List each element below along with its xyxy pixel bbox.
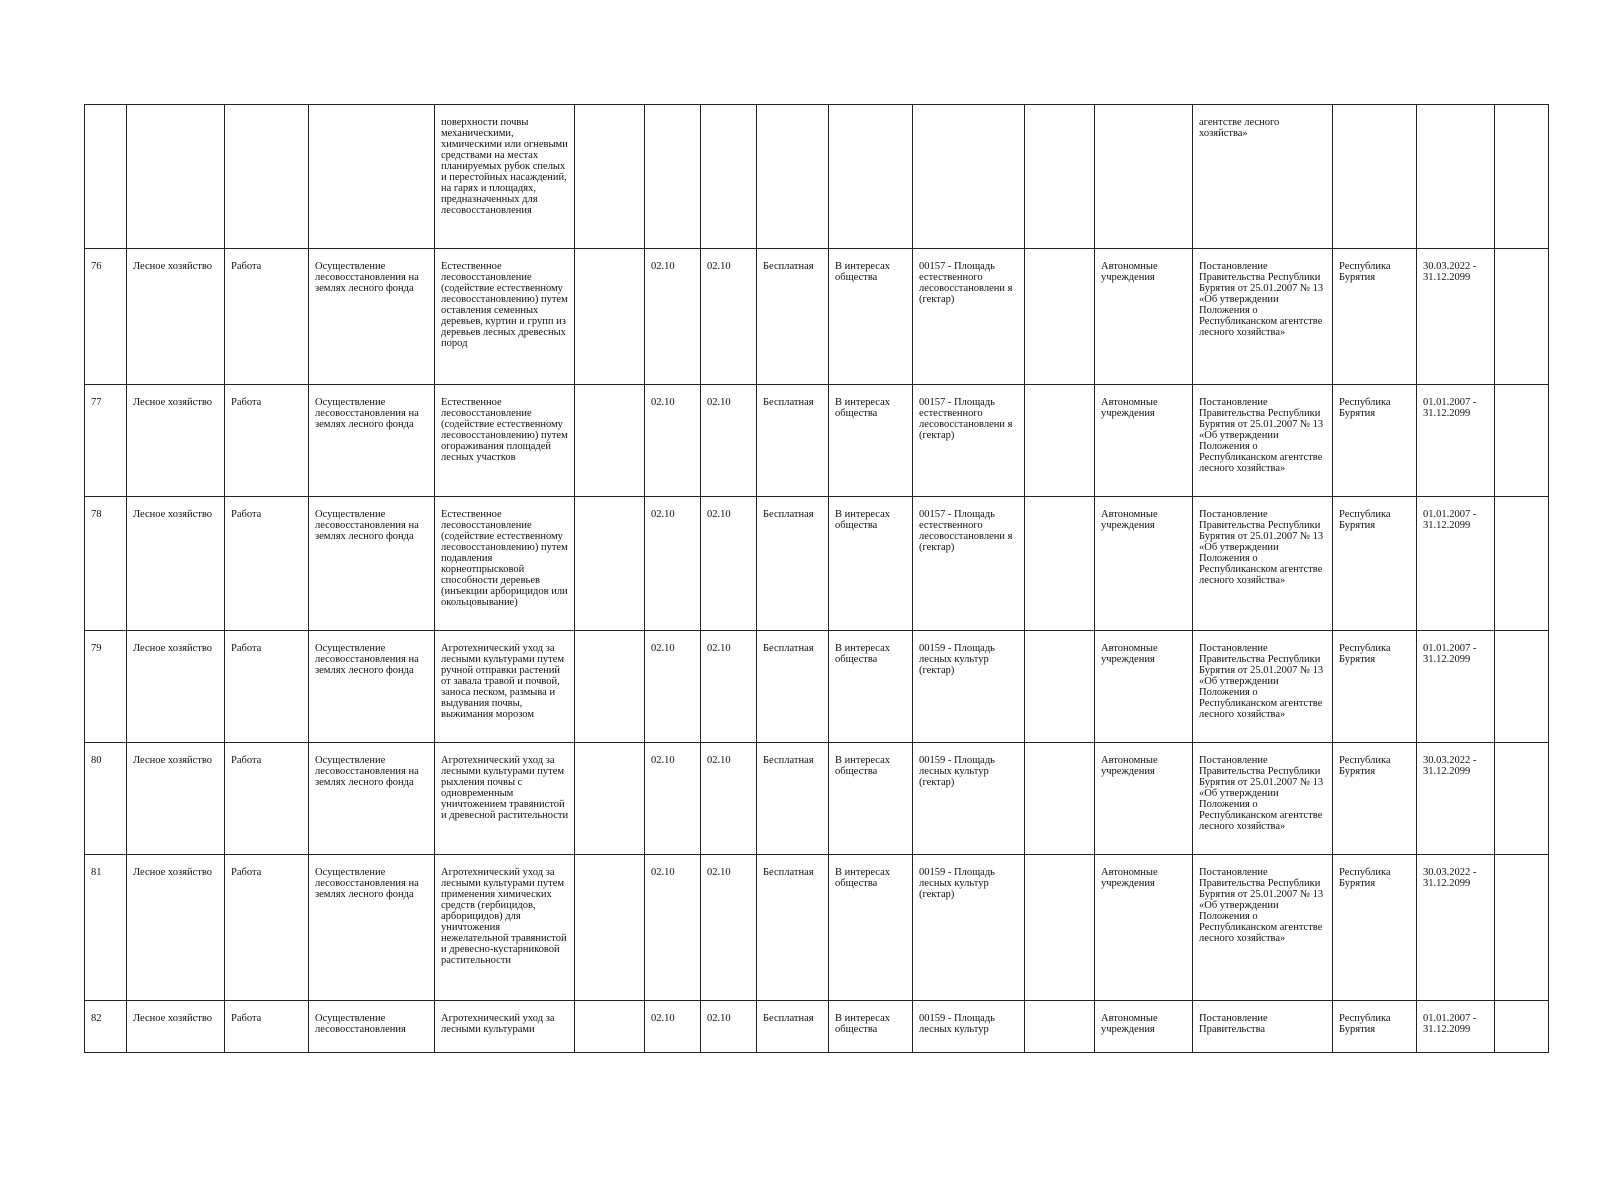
empty-cell bbox=[1495, 385, 1549, 497]
empty-cell bbox=[575, 855, 645, 1001]
table-row bbox=[85, 631, 1549, 743]
type-cell: Работа bbox=[225, 385, 309, 497]
indicator-cell: 00159 - Площадь лесных культур (гектар) bbox=[913, 631, 1025, 743]
empty-cell bbox=[1025, 249, 1095, 385]
interest-cell: В интересах общества bbox=[829, 743, 913, 855]
sector-cell: Лесное хозяйство bbox=[127, 1001, 225, 1053]
work-cell: Естественное лесовосстановление (содействие естественному лесовосстановлению) путем оставления семенных деревьев, куртин и групп из деревьев лесных древесных пород bbox=[435, 249, 575, 385]
empty-cell bbox=[1025, 631, 1095, 743]
interest-cell: В интересах общества bbox=[829, 855, 913, 1001]
region-cell: Республика Бурятия bbox=[1333, 497, 1417, 631]
work-cell: Агротехнический уход за лесными культурами bbox=[435, 1001, 575, 1053]
code1-cell: 02.10 bbox=[645, 497, 701, 631]
institution-cell: Автономные учреждения bbox=[1095, 631, 1193, 743]
region-cell: Республика Бурятия bbox=[1333, 855, 1417, 1001]
empty-cell bbox=[575, 385, 645, 497]
region-cell: Республика Бурятия bbox=[1333, 249, 1417, 385]
num-cell: 81 bbox=[85, 855, 127, 1001]
interest-cell: В интересах общества bbox=[829, 631, 913, 743]
activity-cell: Осуществление лесовосстановления на землях лесного фонда bbox=[309, 385, 435, 497]
code2-cell: 02.10 bbox=[701, 385, 757, 497]
work-cell: Агротехнический уход за лесными культурами путем применения химических средств (гербицидов, арборицидов) для уничтожения нежелательной травянистой и древесно-кустарниковой растительности bbox=[435, 855, 575, 1001]
empty-cell bbox=[1495, 631, 1549, 743]
type-cell: Работа bbox=[225, 249, 309, 385]
activity-cell: Осуществление лесовосстановления bbox=[309, 1001, 435, 1053]
institution-cell: Автономные учреждения bbox=[1095, 385, 1193, 497]
institution-cell: Автономные учреждения bbox=[1095, 249, 1193, 385]
code1-cell: 02.10 bbox=[645, 743, 701, 855]
empty-cell bbox=[575, 249, 645, 385]
legal-cell: Постановление Правительства Республики Бурятия от 25.01.2007 № 13 «Об утверждении Положения о Республиканском агентстве лесного хозяйства» bbox=[1193, 385, 1333, 497]
code1-cell: 02.10 bbox=[645, 1001, 701, 1053]
interest-cell: В интересах общества bbox=[829, 1001, 913, 1053]
empty-cell bbox=[1495, 497, 1549, 631]
code2-cell: 02.10 bbox=[701, 855, 757, 1001]
table-row bbox=[85, 249, 1549, 385]
sector-cell: Лесное хозяйство bbox=[127, 631, 225, 743]
empty-cell bbox=[1495, 855, 1549, 1001]
region-cell: Республика Бурятия bbox=[1333, 631, 1417, 743]
code1-cell: 02.10 bbox=[645, 631, 701, 743]
num-cell: 78 bbox=[85, 497, 127, 631]
activity-cell: Осуществление лесовосстановления на землях лесного фонда bbox=[309, 743, 435, 855]
empty-cell bbox=[1025, 743, 1095, 855]
type-cell: Работа bbox=[225, 1001, 309, 1053]
table-row bbox=[85, 497, 1549, 631]
code2-cell: 02.10 bbox=[701, 497, 757, 631]
work-cell: Естественное лесовосстановление (содействие естественному лесовосстановлению) путем подавления корнеотпрысковой способности деревьев (инъекции арборицидов или окольцовывание) bbox=[435, 497, 575, 631]
work-cell: Естественное лесовосстановление (содействие естественному лесовосстановлению) путем огораживания площадей лесных участков bbox=[435, 385, 575, 497]
institution-cell: Автономные учреждения bbox=[1095, 743, 1193, 855]
activity-cell: Осуществление лесовосстановления на землях лесного фонда bbox=[309, 631, 435, 743]
work-cell: Агротехнический уход за лесными культурами путем рыхления почвы с одновременным уничтожением травянистой и древесной растительности bbox=[435, 743, 575, 855]
period-cell: 30.03.2022 - 31.12.2099 bbox=[1417, 743, 1495, 855]
region-cell: Республика Бурятия bbox=[1333, 743, 1417, 855]
indicator-cell: 00157 - Площадь естественного лесовосстановлени я (гектар) bbox=[913, 497, 1025, 631]
pay-cell: Бесплатная bbox=[757, 497, 829, 631]
type-cell: Работа bbox=[225, 631, 309, 743]
code1-cell: 02.10 bbox=[645, 249, 701, 385]
num-cell: 82 bbox=[85, 1001, 127, 1053]
sector-cell: Лесное хозяйство bbox=[127, 743, 225, 855]
table-row-continuation bbox=[85, 105, 1549, 249]
table-row bbox=[85, 743, 1549, 855]
num-cell: 80 bbox=[85, 743, 127, 855]
work-cell: поверхности почвы механическими, химическими или огневыми средствами на местах планируемых рубок спелых и перестойных насаждений, на гарях и площадях, предназначенных для лесовосстановления bbox=[435, 105, 575, 249]
activity-cell: Осуществление лесовосстановления на землях лесного фонда bbox=[309, 249, 435, 385]
pay-cell: Бесплатная bbox=[757, 385, 829, 497]
indicator-cell: 00159 - Площадь лесных культур (гектар) bbox=[913, 855, 1025, 1001]
activity-cell: Осуществление лесовосстановления на землях лесного фонда bbox=[309, 855, 435, 1001]
empty-cell bbox=[575, 497, 645, 631]
sector-cell: Лесное хозяйство bbox=[127, 497, 225, 631]
legal-cell: агентстве лесного хозяйства» bbox=[1193, 105, 1333, 249]
region-cell: Республика Бурятия bbox=[1333, 1001, 1417, 1053]
num-cell: 77 bbox=[85, 385, 127, 497]
legal-cell: Постановление Правительства Республики Бурятия от 25.01.2007 № 13 «Об утверждении Положения о Республиканском агентстве лесного хозяйства» bbox=[1193, 497, 1333, 631]
sector-cell: Лесное хозяйство bbox=[127, 385, 225, 497]
pay-cell: Бесплатная bbox=[757, 249, 829, 385]
period-cell: 01.01.2007 - 31.12.2099 bbox=[1417, 631, 1495, 743]
empty-cell bbox=[1025, 855, 1095, 1001]
period-cell: 30.03.2022 - 31.12.2099 bbox=[1417, 249, 1495, 385]
type-cell: Работа bbox=[225, 497, 309, 631]
institution-cell: Автономные учреждения bbox=[1095, 1001, 1193, 1053]
indicator-cell: 00157 - Площадь естественного лесовосстановлени я (гектар) bbox=[913, 385, 1025, 497]
services-table bbox=[84, 104, 1549, 1053]
table-row bbox=[85, 1001, 1549, 1053]
pay-cell: Бесплатная bbox=[757, 743, 829, 855]
code2-cell: 02.10 bbox=[701, 743, 757, 855]
activity-cell: Осуществление лесовосстановления на землях лесного фонда bbox=[309, 497, 435, 631]
empty-cell bbox=[575, 631, 645, 743]
indicator-cell: 00159 - Площадь лесных культур (гектар) bbox=[913, 743, 1025, 855]
code2-cell: 02.10 bbox=[701, 249, 757, 385]
legal-cell: Постановление Правительства Республики Бурятия от 25.01.2007 № 13 «Об утверждении Положения о Республиканском агентстве лесного хозяйства» bbox=[1193, 249, 1333, 385]
indicator-cell: 00159 - Площадь лесных культур bbox=[913, 1001, 1025, 1053]
pay-cell: Бесплатная bbox=[757, 631, 829, 743]
institution-cell: Автономные учреждения bbox=[1095, 497, 1193, 631]
legal-cell: Постановление Правительства Республики Бурятия от 25.01.2007 № 13 «Об утверждении Положения о Республиканском агентстве лесного хозяйства» bbox=[1193, 743, 1333, 855]
interest-cell: В интересах общества bbox=[829, 497, 913, 631]
document-page bbox=[84, 104, 1548, 1053]
code2-cell: 02.10 bbox=[701, 631, 757, 743]
empty-cell bbox=[1495, 1001, 1549, 1053]
empty-cell bbox=[1025, 385, 1095, 497]
work-cell: Агротехнический уход за лесными культурами путем ручной отправки растений от завала травой и почвой, заноса песком, размыва и выдувания почвы, выжимания морозом bbox=[435, 631, 575, 743]
type-cell: Работа bbox=[225, 855, 309, 1001]
legal-cell: Постановление Правительства Республики Бурятия от 25.01.2007 № 13 «Об утверждении Положения о Республиканском агентстве лесного хозяйства» bbox=[1193, 855, 1333, 1001]
table-row bbox=[85, 385, 1549, 497]
interest-cell: В интересах общества bbox=[829, 385, 913, 497]
period-cell: 01.01.2007 - 31.12.2099 bbox=[1417, 385, 1495, 497]
code1-cell: 02.10 bbox=[645, 855, 701, 1001]
code1-cell: 02.10 bbox=[645, 385, 701, 497]
code2-cell: 02.10 bbox=[701, 1001, 757, 1053]
region-cell: Республика Бурятия bbox=[1333, 385, 1417, 497]
pay-cell: Бесплатная bbox=[757, 855, 829, 1001]
sector-cell: Лесное хозяйство bbox=[127, 249, 225, 385]
indicator-cell: 00157 - Площадь естественного лесовосстановлени я (гектар) bbox=[913, 249, 1025, 385]
pay-cell: Бесплатная bbox=[757, 1001, 829, 1053]
legal-cell: Постановление Правительства bbox=[1193, 1001, 1333, 1053]
empty-cell bbox=[1025, 1001, 1095, 1053]
type-cell: Работа bbox=[225, 743, 309, 855]
sector-cell: Лесное хозяйство bbox=[127, 855, 225, 1001]
legal-cell: Постановление Правительства Республики Бурятия от 25.01.2007 № 13 «Об утверждении Положения о Республиканском агентстве лесного хозяйства» bbox=[1193, 631, 1333, 743]
empty-cell bbox=[1495, 249, 1549, 385]
num-cell: 76 bbox=[85, 249, 127, 385]
num-cell: 79 bbox=[85, 631, 127, 743]
empty-cell bbox=[575, 743, 645, 855]
period-cell: 01.01.2007 - 31.12.2099 bbox=[1417, 1001, 1495, 1053]
empty-cell bbox=[575, 1001, 645, 1053]
empty-cell bbox=[1495, 743, 1549, 855]
interest-cell: В интересах общества bbox=[829, 249, 913, 385]
institution-cell: Автономные учреждения bbox=[1095, 855, 1193, 1001]
period-cell: 30.03.2022 - 31.12.2099 bbox=[1417, 855, 1495, 1001]
empty-cell bbox=[1025, 497, 1095, 631]
table-row bbox=[85, 855, 1549, 1001]
period-cell: 01.01.2007 - 31.12.2099 bbox=[1417, 497, 1495, 631]
